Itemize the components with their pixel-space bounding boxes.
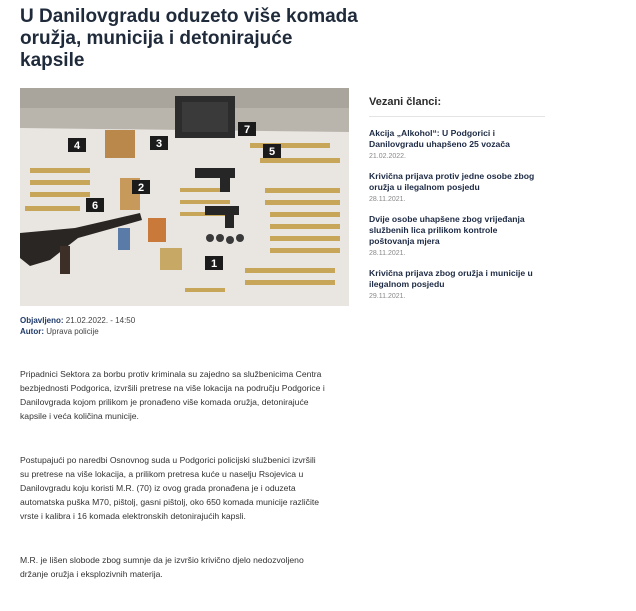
ammo-box	[148, 218, 166, 242]
article-paragraph: Postupajući po naredbi Osnovnog suda u Podgorici policijski službenici izvršili su pretrese na više lokacija, a prilikom pretresa kuće u naselju Rsojevica u Danilovgradu koju koristi M.R. (70) iz ovog grada pronađena je i oduzeta automatska puška M70, pištolj, gasni pištolj, oko 650 komada municije različite vrste i kalibra i 16 komada elektronskih detonirajućih kapsli.	[20, 455, 320, 521]
ammo-box	[160, 248, 182, 270]
article-body	[20, 367, 325, 611]
published-label: Objavljeno:	[20, 316, 64, 325]
blue-box	[118, 228, 130, 250]
article-photo[interactable]	[20, 88, 349, 306]
svg-text:3: 3	[155, 138, 163, 150]
related-link[interactable]: Akcija „Alkohol“: U Podgorici i Danilovgradu uhapšeno 25 vozača	[369, 128, 510, 149]
svg-text:6: 6	[91, 200, 99, 212]
related-date: 29.11.2021.	[369, 293, 406, 300]
article-paragraph: M.R. je lišen slobode zbog sumnje da je izvršio krivično djelo nedozvoljeno držanje oružja i eksplozivnih materija.	[20, 555, 304, 579]
svg-text:4: 4	[73, 140, 81, 152]
related-link[interactable]: Krivična prijava protiv jedne osobe zbog oružja u ilegalnom posjedu	[369, 171, 535, 192]
related-link[interactable]: Krivična prijava zbog oružja i municije u ilegalnom posjedu	[369, 268, 533, 289]
svg-text:1: 1	[210, 258, 218, 270]
svg-text:2: 2	[137, 182, 145, 194]
article-paragraph: Pripadnici Sektora za borbu protiv kriminala su zajedno sa službenicima Centra bezbjednosti Podgorica, izvršili pretrese na više lokacija na području Podgorice i Danilovgrada kojom prilikom je pronađeno više komada oružja, detonirajuće kapsile i veća količina municije.	[20, 369, 325, 421]
author-label: Autor:	[20, 327, 44, 336]
author-line	[20, 326, 135, 337]
related-item	[369, 128, 545, 160]
related-heading: Vezani članci:	[369, 88, 545, 117]
related-item	[369, 214, 545, 257]
related-articles	[369, 88, 545, 300]
case-inner	[182, 102, 228, 132]
ammo-box	[105, 130, 135, 158]
article-meta	[20, 315, 135, 337]
article-title: U Danilovgradu oduzeto više komada oružja, municija i detonirajuće kapsile	[20, 6, 358, 71]
related-date: 28.11.2021.	[369, 196, 406, 203]
related-item	[369, 268, 545, 300]
svg-text:5: 5	[268, 146, 276, 158]
svg-text:7: 7	[243, 124, 251, 136]
author-value: Uprava policije	[46, 327, 99, 336]
related-date: 28.11.2021.	[369, 250, 406, 257]
related-date: 21.02.2022.	[369, 153, 406, 160]
related-link[interactable]: Dvije osobe uhapšene zbog vrijeđanja službenih lica prilikom kontrole poštovanja mjera	[369, 214, 525, 246]
published-line	[20, 315, 135, 326]
published-value: 21.02.2022. - 14:50	[65, 316, 136, 325]
seized-weapons-image	[20, 88, 349, 306]
related-item	[369, 171, 545, 203]
